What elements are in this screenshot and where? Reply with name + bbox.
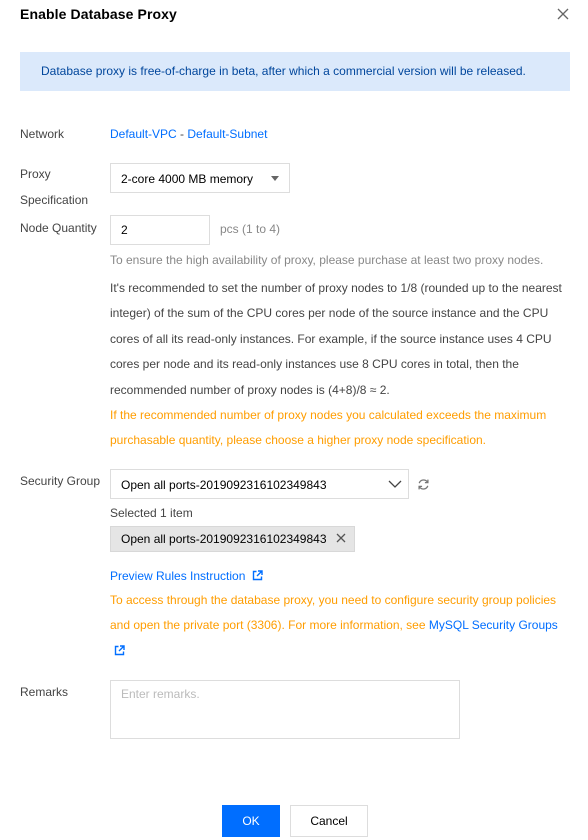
close-icon bbox=[555, 6, 571, 22]
security-group-warning-text: To access through the database proxy, you need to configure security group policies and open the private port (3306). For more information, see bbox=[110, 593, 557, 633]
node-quantity-warning: If the recommended number of proxy nodes you calculated exceeds the maximum purchasable quantity, please choose a higher proxy node specification. bbox=[110, 408, 547, 448]
chevron-down-icon bbox=[388, 480, 402, 489]
security-group-value: Open all ports-2019092316102349843 bbox=[121, 478, 327, 492]
node-quantity-recommendation: It's recommended to set the number of proxy nodes to 1/8 (rounded up to the nearest integer) of the sum of the CPU cores per node of the source instance and the CPU cores of all its read-only instances. For example, if the source instance uses 4 CPU cores per node and its read-only instances use 8 CPU cores in total, then the recommended number of proxy nodes is (4+8)/8 ≈ 2. bbox=[110, 281, 562, 397]
remove-tag-icon[interactable] bbox=[335, 532, 347, 544]
security-group-label: Security Group bbox=[20, 474, 101, 488]
cancel-button[interactable]: Cancel bbox=[290, 805, 368, 837]
refresh-icon bbox=[417, 478, 430, 491]
proxy-spec-value: 2-core 4000 MB memory bbox=[121, 172, 254, 186]
ok-button[interactable]: OK bbox=[222, 805, 280, 837]
selected-count: Selected 1 item bbox=[110, 506, 193, 520]
preview-rules-link[interactable]: Preview Rules bbox=[110, 569, 187, 583]
node-quantity-hint: To ensure the high availability of proxy, please purchase at least two proxy nodes. bbox=[110, 253, 544, 267]
refresh-button[interactable] bbox=[417, 478, 430, 491]
remarks-label: Remarks bbox=[20, 685, 69, 699]
external-link-icon[interactable] bbox=[252, 570, 263, 581]
security-group-select[interactable] bbox=[110, 469, 409, 499]
node-quantity-label: Node Quantity bbox=[20, 221, 97, 235]
proxy-spec-select[interactable] bbox=[110, 163, 290, 193]
instruction-link[interactable]: Instruction bbox=[190, 569, 246, 583]
node-quantity-input[interactable]: 2 bbox=[110, 215, 210, 245]
network-label: Network bbox=[20, 127, 65, 141]
network-separator: - bbox=[180, 127, 185, 141]
external-link-icon[interactable] bbox=[114, 645, 125, 656]
dialog-title: Enable Database Proxy bbox=[20, 6, 177, 22]
remarks-textarea[interactable] bbox=[110, 680, 460, 739]
mysql-security-groups-link[interactable]: MySQL Security Groups bbox=[428, 618, 558, 633]
caret-down-icon bbox=[270, 175, 280, 183]
proxy-spec-label-line1: Proxy bbox=[20, 167, 51, 181]
proxy-spec-label-line2: Specification bbox=[20, 193, 89, 207]
beta-notice: Database proxy is free-of-charge in beta, after which a commercial version will be released. bbox=[20, 52, 570, 91]
security-group-warning bbox=[110, 588, 572, 664]
selected-security-group-tag bbox=[110, 526, 355, 552]
preview-links bbox=[110, 569, 263, 583]
tag-label: Open all ports-2019092316102349843 bbox=[121, 532, 327, 546]
subnet-link[interactable]: Default-Subnet bbox=[187, 127, 268, 141]
close-button[interactable] bbox=[555, 6, 571, 22]
network-value bbox=[110, 121, 267, 147]
vpc-link[interactable]: Default-VPC bbox=[110, 127, 177, 141]
node-quantity-unit: pcs (1 to 4) bbox=[220, 222, 281, 236]
